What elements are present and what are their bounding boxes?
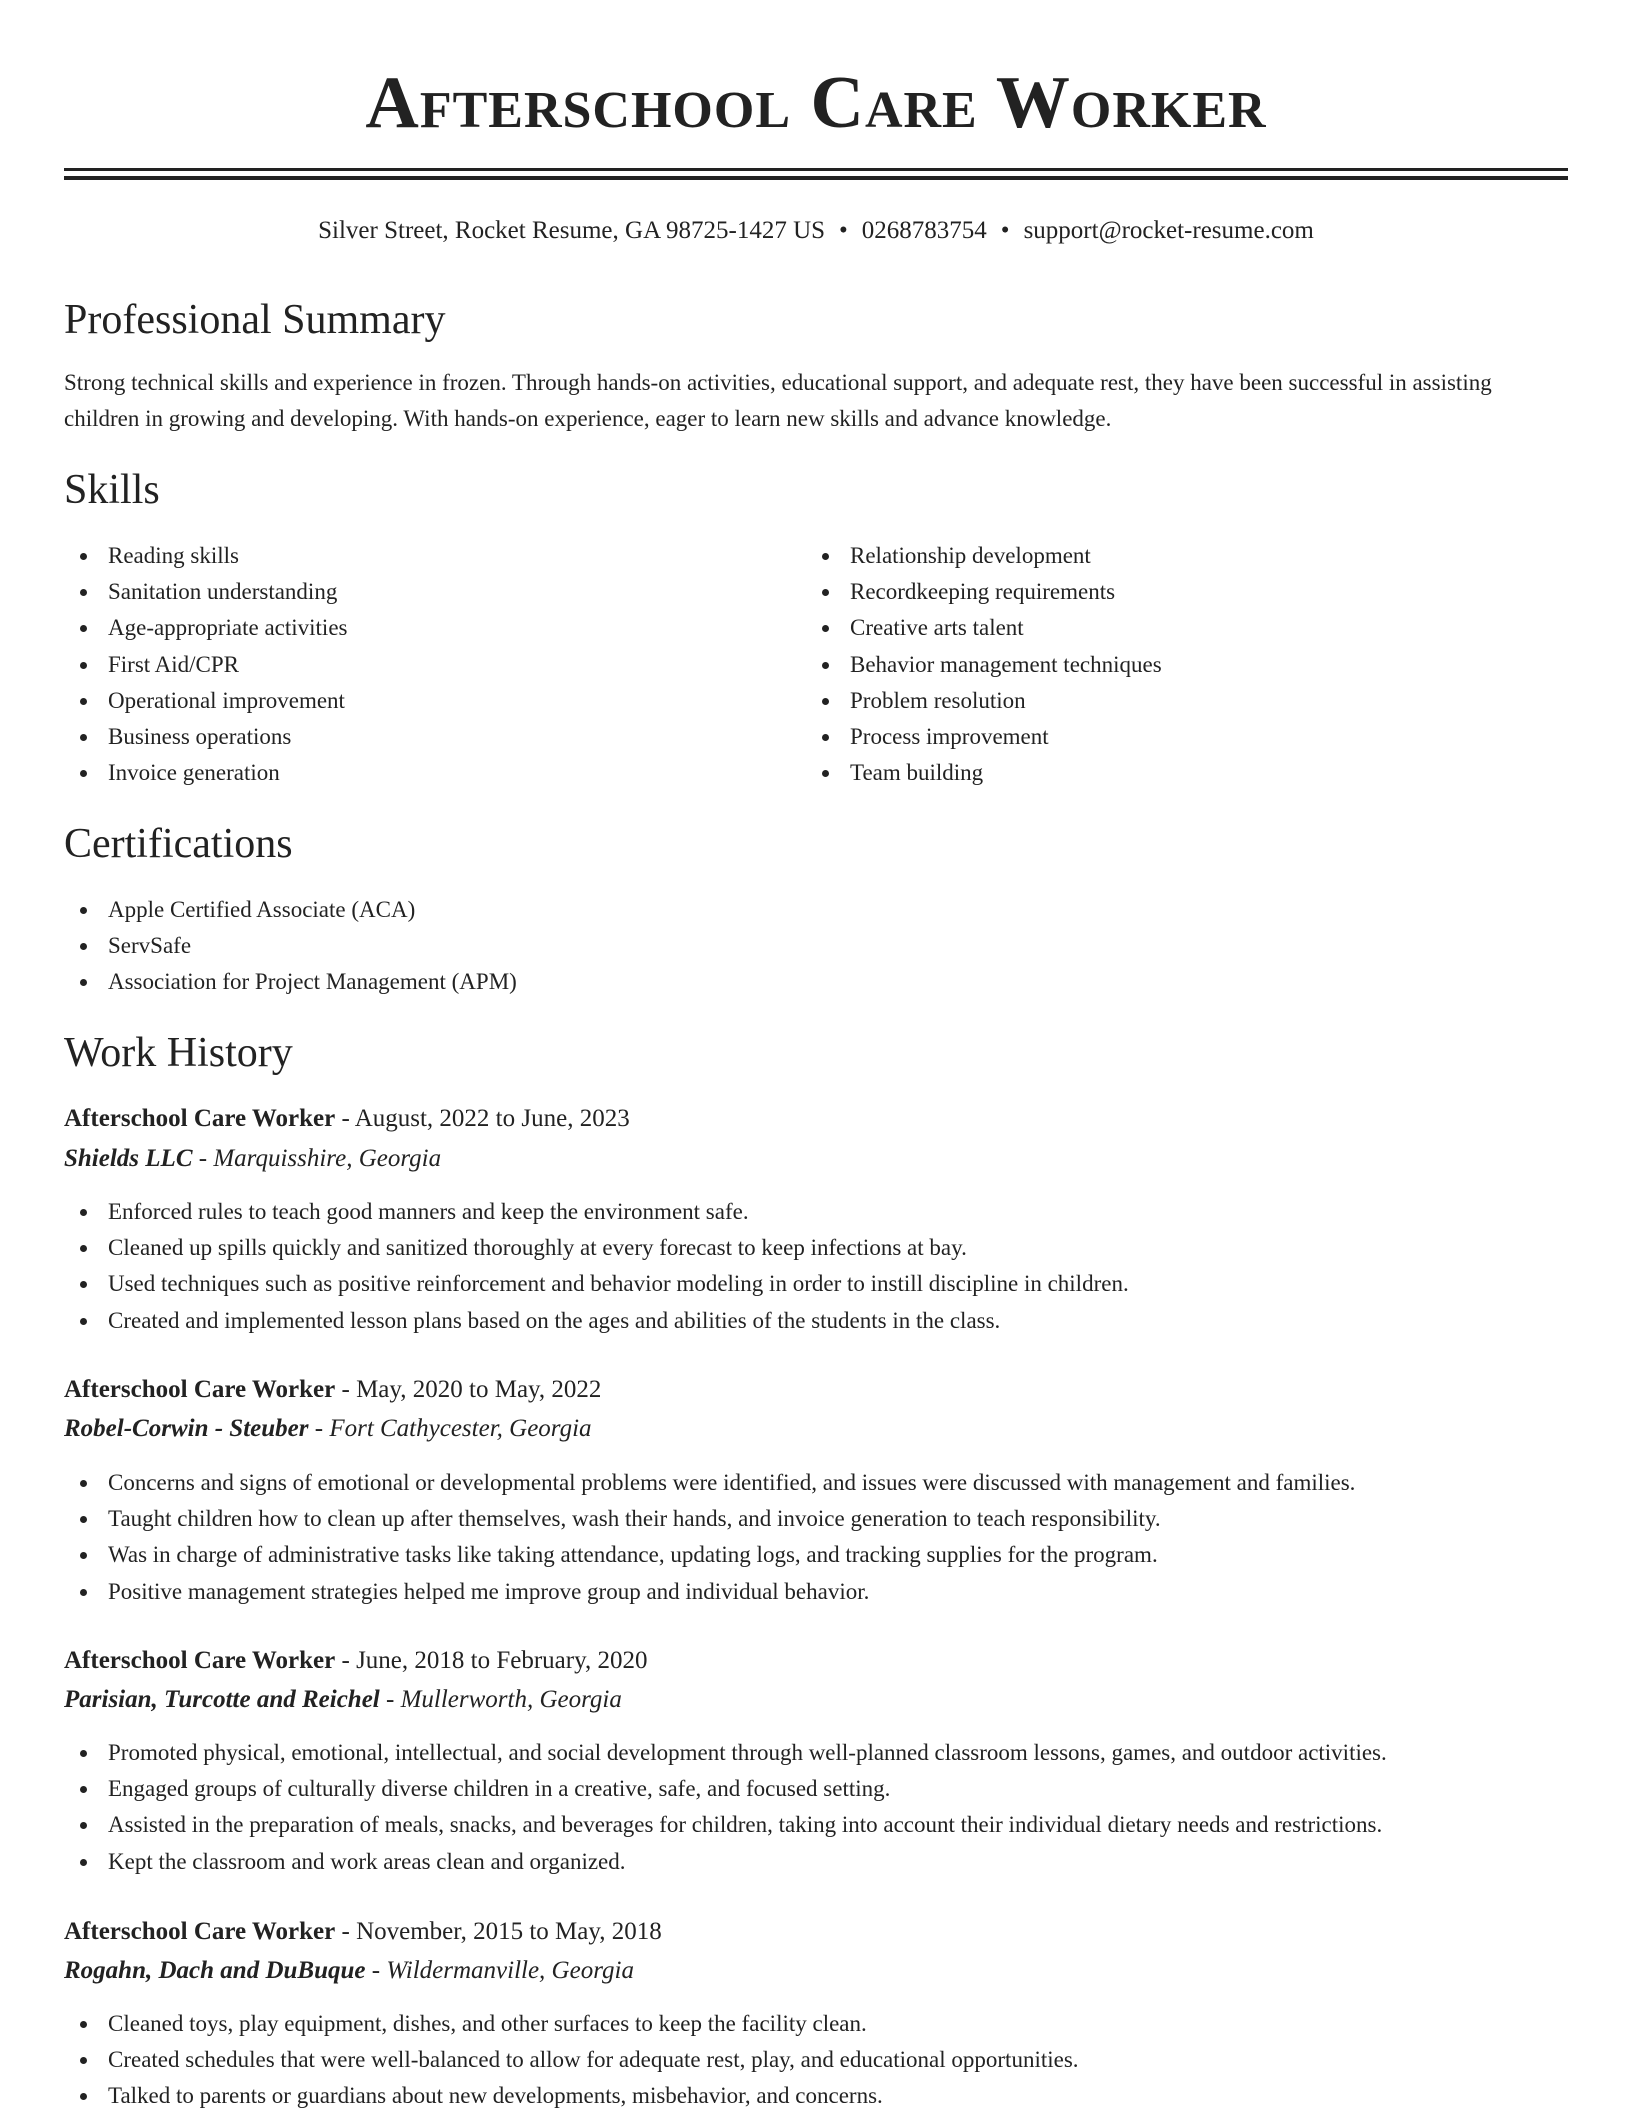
job-bullet: Created schedules that were well-balanced to allow for adequate rest, play, and educational opportunities.	[64, 2042, 1079, 2078]
job-bullet: Assisted in the preparation of meals, snacks, and beverages for children, taking into account their individual dietary needs and restrictions.	[64, 1807, 1387, 1843]
job-bullet: Engaged groups of culturally diverse children in a creative, safe, and focused setting.	[64, 1771, 1387, 1807]
job-location: Fort Cathycester, Georgia	[329, 1415, 592, 1442]
job-title: Afterschool Care Worker	[64, 1376, 336, 1403]
skill-item: Behavior management techniques	[806, 647, 1546, 683]
summary-text: Strong technical skills and experience in frozen. Through hands-on activities, educational support, and adequate rest, they have been successful in assisting children in growing and developing. With hands-on experience, eager to learn new skills and advance knowledge.	[64, 370, 1492, 431]
job-title-line	[64, 1916, 662, 1948]
job-bullet: Taught children how to clean up after themselves, wash their hands, and invoice generation to teach responsibility.	[64, 1501, 1355, 1537]
job-bullets	[64, 1465, 1355, 1610]
job-bullet: Created and implemented lesson plans based on the ages and abilities of the students in the class.	[64, 1303, 1129, 1339]
job-dates: May, 2020 to May, 2022	[356, 1376, 602, 1403]
skill-item: Invoice generation	[64, 755, 804, 791]
job-location: Wildermanville, Georgia	[386, 1957, 634, 1984]
resume-name: Afterschool Care Worker	[365, 62, 1267, 144]
certification-item: Association for Project Management (APM)	[64, 964, 517, 1000]
dash: -	[379, 1686, 401, 1713]
job-bullets	[64, 1735, 1387, 1880]
job-bullet: Cleaned toys, play equipment, dishes, and other surfaces to keep the facility clean.	[64, 2006, 1079, 2042]
job-bullet: Kept the classroom and work areas clean and organized.	[64, 1844, 1387, 1880]
contact-address: Silver Street, Rocket Resume, GA 98725-1427 US	[318, 217, 826, 244]
job-company: Parisian, Turcotte and Reichel	[64, 1686, 380, 1713]
certifications-heading: Certifications	[64, 821, 293, 867]
job-title-line	[64, 1374, 601, 1406]
dash: -	[335, 1376, 357, 1403]
job-company: Robel-Corwin - Steuber	[64, 1415, 309, 1442]
job-bullet: Promoted physical, emotional, intellectual, and social development through well-planned classroom lessons, games, and outdoor activities.	[64, 1735, 1387, 1771]
job-company: Shields LLC	[64, 1145, 193, 1172]
skill-item: Creative arts talent	[806, 610, 1546, 646]
job-company: Rogahn, Dach and DuBuque	[64, 1957, 366, 1984]
skill-item: Recordkeeping requirements	[806, 574, 1546, 610]
skill-item: Team building	[806, 755, 1546, 791]
job-bullets	[64, 2006, 1079, 2112]
skill-item: Sanitation understanding	[64, 574, 804, 610]
skill-item: Age-appropriate activities	[64, 610, 804, 646]
certification-item: Apple Certified Associate (ACA)	[64, 892, 517, 928]
dash: -	[335, 1647, 357, 1674]
certifications-list	[64, 892, 517, 1001]
job-bullet: Cleaned up spills quickly and sanitized thoroughly at every forecast to keep infections at bay.	[64, 1230, 1129, 1266]
skills-list-right	[806, 538, 1546, 791]
job-title-line	[64, 1103, 630, 1135]
job-title: Afterschool Care Worker	[64, 1918, 336, 1945]
skill-item: Business operations	[64, 719, 804, 755]
skills-list-left	[64, 538, 804, 791]
dash: -	[335, 1105, 355, 1132]
contact-separator: •	[1000, 217, 1010, 244]
skill-item: Operational improvement	[64, 683, 804, 719]
job-company-line	[64, 1684, 622, 1716]
contact-line	[64, 216, 1568, 246]
job-bullet: Was in charge of administrative tasks like taking attendance, updating logs, and tracking supplies for the program.	[64, 1537, 1355, 1573]
job-company-line	[64, 1955, 634, 1987]
skills-heading: Skills	[64, 467, 160, 513]
job-bullet: Enforced rules to teach good manners and keep the environment safe.	[64, 1194, 1129, 1230]
job-title-line	[64, 1645, 647, 1677]
job-company-line	[64, 1413, 592, 1445]
skill-item: Relationship development	[806, 538, 1546, 574]
contact-phone: 0268783754	[861, 217, 987, 244]
job-bullet: Concerns and signs of emotional or developmental problems were identified, and issues were discussed with management and families.	[64, 1465, 1355, 1501]
job-bullet: Positive management strategies helped me improve group and individual behavior.	[64, 1574, 1355, 1610]
skill-item: Process improvement	[806, 719, 1546, 755]
contact-separator: •	[839, 217, 848, 244]
job-dates: August, 2022 to June, 2023	[354, 1105, 630, 1132]
job-title: Afterschool Care Worker	[64, 1105, 336, 1132]
dash: -	[308, 1415, 330, 1442]
header-divider-thick	[64, 168, 1568, 171]
job-location: Mullerworth, Georgia	[400, 1686, 622, 1713]
job-dates: June, 2018 to February, 2020	[356, 1647, 648, 1674]
work-history-heading: Work History	[64, 1030, 293, 1076]
job-company-line	[64, 1143, 441, 1175]
job-bullets	[64, 1194, 1129, 1339]
job-bullet: Talked to parents or guardians about new developments, misbehavior, and concerns.	[64, 2078, 1079, 2112]
certification-item: ServSafe	[64, 928, 517, 964]
skill-item: Reading skills	[64, 538, 804, 574]
contact-email: support@rocket-resume.com	[1023, 217, 1314, 244]
skill-item: Problem resolution	[806, 683, 1546, 719]
dash: -	[335, 1918, 357, 1945]
summary-heading: Professional Summary	[64, 297, 446, 343]
dash: -	[192, 1145, 214, 1172]
header-divider-thin	[64, 176, 1568, 180]
job-dates: November, 2015 to May, 2018	[356, 1918, 662, 1945]
job-title: Afterschool Care Worker	[64, 1647, 336, 1674]
skill-item: First Aid/CPR	[64, 647, 804, 683]
job-location: Marquisshire, Georgia	[213, 1145, 442, 1172]
dash: -	[365, 1957, 387, 1984]
job-bullet: Used techniques such as positive reinforcement and behavior modeling in order to instill discipline in children.	[64, 1266, 1129, 1302]
